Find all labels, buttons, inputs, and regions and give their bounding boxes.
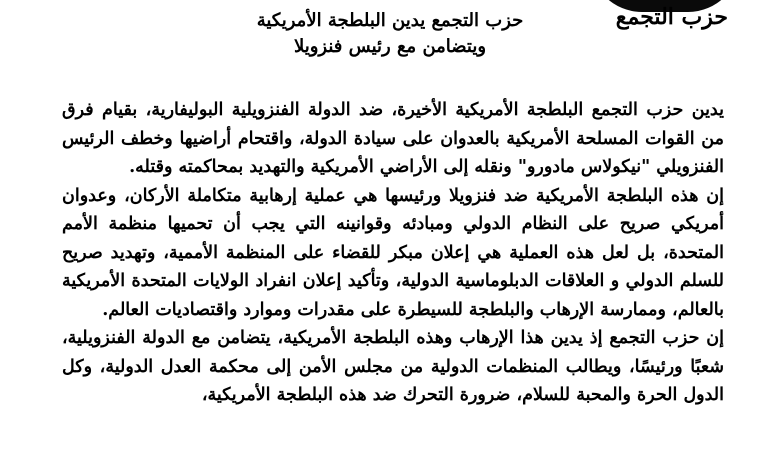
title-line-2: ويتضامن مع رئيس فنزويلا xyxy=(293,36,487,57)
paragraph-2: إن هذه البلطجة الأمريكية ضد فنزويلا ورئيسها هي عملية إرهابية متكاملة الأركان، وعدوان أمريكي صريح على النظام الدولي ومبادئه وقوانينه التي يجب أن تحميها منظمة الأمم المتحدة، بل لعل هذه العملية هي إعلان مبكر للقضاء على المنظمة الأممية، وتهديد صريح للسلم الدولي و العلاقات الدبلوماسية الدولية، وتأكيد إعلان انفراد الولايات المتحدة الأمريكية بالعالم، وممارسة الإرهاب والبلطجة للسيطرة على مقدرات وموارد واقتصاديات العالم. xyxy=(62,185,724,320)
statement-body xyxy=(62,96,724,410)
paragraph-1: يدين حزب التجمع البلطجة الأمريكية الأخيرة، ضد الدولة الفنزويلية البوليفارية، بقيام فرق من القوات المسلحة الأمريكية بالعدوان على سيادة الدولة، واقتحام أراضيها وخطف الرئيس الفنزويلي "نيكولاس مادورو" ونقله إلى الأراضي الأمريكية والتهديد بمحاكمته وقتله. xyxy=(62,100,724,177)
paragraph-3: إن حزب التجمع إذ يدين هذا الإرهاب وهذه البلطجة الأمريكية، يتضامن مع الدولة الفنزويلية، شعبًا ورئيسًا، ويطالب المنظمات الدولية من مجلس الأمن إلى محكمة العدل الدولية، وكل الدول الحرة والمحبة للسلام، ضرورة التحرك ضد هذه البلطجة الأمريكية، xyxy=(62,328,724,405)
title-line-1: حزب التجمع يدين البلطجة الأمريكية xyxy=(256,10,524,31)
statement-title xyxy=(0,8,780,60)
party-name: حزب التجمع xyxy=(615,4,728,30)
